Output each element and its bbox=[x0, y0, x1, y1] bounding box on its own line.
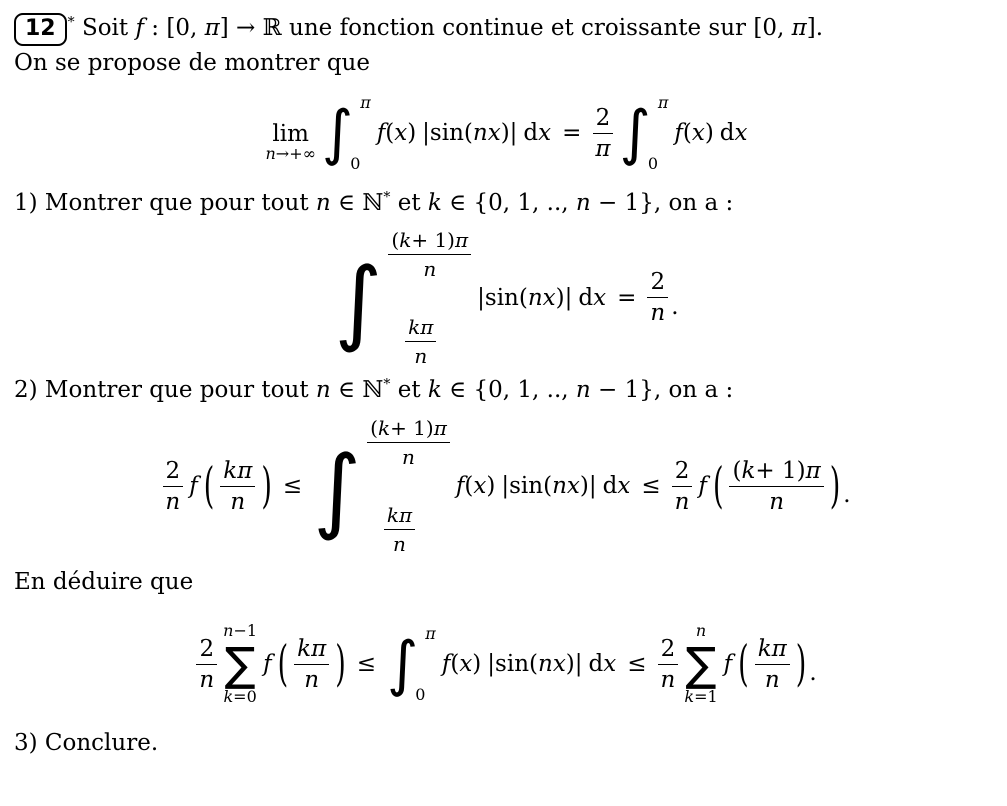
equals-zero: =0 bbox=[233, 686, 257, 706]
f-of-x bbox=[442, 651, 481, 677]
var-f: f bbox=[698, 473, 707, 500]
equals-sign: = bbox=[562, 120, 582, 147]
numerator-kpi: kπ bbox=[384, 503, 415, 530]
leq-sign: ≤ bbox=[282, 473, 303, 500]
var-n: n bbox=[315, 376, 331, 403]
paren-open: ( bbox=[682, 120, 692, 147]
question-2-line bbox=[14, 374, 999, 407]
sin-word: sin bbox=[484, 284, 519, 311]
paren-close: ) bbox=[407, 120, 417, 147]
paren-open: ( bbox=[450, 651, 460, 678]
equals-sign: = bbox=[617, 284, 637, 311]
in-symbol: ∈ bbox=[330, 190, 363, 217]
denominator-n: n bbox=[230, 488, 246, 515]
fraction-2-n bbox=[196, 636, 217, 693]
integral-sign: ∫ bbox=[313, 436, 362, 544]
interval-close: ] bbox=[219, 15, 229, 41]
lower-limit-fraction bbox=[349, 503, 450, 556]
denominator-n: n bbox=[402, 445, 415, 470]
integral-kpi-bounds bbox=[313, 416, 450, 556]
abs-bar: | bbox=[574, 651, 583, 678]
paren-close: ) bbox=[500, 120, 510, 147]
text-et: et bbox=[390, 376, 428, 403]
denominator-n: n bbox=[660, 666, 676, 693]
denominator-pi: π bbox=[595, 135, 611, 162]
big-paren-open: ( bbox=[712, 458, 724, 515]
numerator-k1pi bbox=[729, 458, 823, 487]
exercise-star: * bbox=[67, 14, 75, 31]
lower-limit-fraction bbox=[370, 315, 471, 368]
dx-term bbox=[578, 285, 606, 311]
var-pi: π bbox=[791, 15, 807, 41]
big-paren-open: ( bbox=[277, 636, 289, 693]
fraction-kpi-n bbox=[294, 636, 329, 693]
var-x: x bbox=[734, 120, 748, 147]
differential-d: d bbox=[602, 473, 618, 500]
big-paren-close: ) bbox=[261, 458, 272, 515]
big-paren-open: ( bbox=[738, 636, 749, 693]
text-deduire: En déduire que bbox=[14, 569, 194, 596]
var-x: x bbox=[394, 120, 408, 147]
var-x: x bbox=[473, 473, 487, 500]
var-pi: π bbox=[454, 227, 469, 252]
denominator-n: n bbox=[423, 256, 437, 281]
differential-d: d bbox=[578, 284, 594, 311]
denominator-n: n bbox=[769, 488, 785, 515]
sum-k0-to-n-1 bbox=[223, 620, 258, 706]
interval-open: [0, bbox=[753, 15, 792, 41]
integral-limits bbox=[351, 93, 371, 173]
numerator-kpi: kπ bbox=[294, 636, 329, 665]
var-k: k bbox=[684, 686, 695, 706]
var-k: k bbox=[427, 376, 442, 403]
var-f: f bbox=[455, 473, 465, 500]
deduire-line bbox=[14, 566, 999, 599]
var-k: k bbox=[377, 416, 391, 441]
var-nx: nx bbox=[552, 473, 580, 500]
formula-sums bbox=[14, 605, 999, 723]
sum-lower-limit bbox=[223, 686, 257, 706]
integral-fraction-limits bbox=[378, 228, 471, 368]
numerator-2: 2 bbox=[658, 636, 679, 665]
lower-limit-0: 0 bbox=[647, 154, 658, 174]
fraction-2-n bbox=[672, 458, 693, 515]
sum-k1-to-n bbox=[684, 620, 718, 706]
denominator-n: n bbox=[674, 488, 690, 515]
var-pi: π bbox=[805, 457, 821, 484]
var-k: k bbox=[399, 227, 412, 252]
var-f: f bbox=[376, 120, 386, 147]
period: . bbox=[671, 293, 679, 320]
in-symbol: ∈ bbox=[441, 376, 474, 403]
plus-one: + 1) bbox=[755, 457, 806, 484]
f-of-x bbox=[674, 120, 713, 146]
text-q2: 2) Montrer que pour tout bbox=[14, 376, 316, 403]
abs-sin-nx bbox=[477, 285, 572, 311]
minus-one: −1 bbox=[233, 620, 258, 640]
numerator-2: 2 bbox=[647, 269, 668, 298]
numerator-kpi: kπ bbox=[405, 315, 436, 342]
denominator-n: n bbox=[393, 532, 406, 557]
paren-open: ( bbox=[385, 120, 395, 147]
upper-limit-fraction bbox=[388, 228, 471, 281]
numerator-2: 2 bbox=[593, 105, 614, 134]
paren-open: ( bbox=[543, 473, 553, 500]
lim-subscript bbox=[265, 144, 315, 163]
var-f: f bbox=[441, 651, 451, 678]
sin-word: sin bbox=[509, 473, 544, 500]
var-k: k bbox=[741, 457, 756, 484]
numerator-kpi: kπ bbox=[755, 636, 790, 665]
var-n: n bbox=[695, 620, 707, 640]
in-symbol: ∈ bbox=[330, 376, 363, 403]
var-f: f bbox=[263, 651, 272, 678]
paren-close: ) bbox=[486, 473, 496, 500]
limit-operator bbox=[265, 121, 315, 163]
integral-limits bbox=[649, 93, 669, 173]
var-pi: π bbox=[204, 15, 220, 41]
dx-term bbox=[720, 120, 748, 146]
plus-one: + 1) bbox=[411, 227, 455, 252]
question-3-line bbox=[14, 727, 999, 760]
fraction-k1pi-n bbox=[729, 458, 823, 515]
exercise-number-box: 12 bbox=[14, 13, 67, 46]
paren-close: ) bbox=[704, 120, 714, 147]
f-of-x bbox=[456, 473, 495, 499]
var-k: k bbox=[223, 686, 234, 706]
paren-open: ( bbox=[529, 651, 538, 678]
differential-d: d bbox=[523, 120, 539, 147]
text-et: et bbox=[390, 190, 428, 217]
formula-encadrement bbox=[14, 410, 999, 562]
upper-limit-pi: π bbox=[657, 93, 669, 113]
fraction-2-n bbox=[658, 636, 679, 693]
period: . bbox=[809, 660, 817, 687]
var-f: f bbox=[189, 473, 198, 500]
differential-d: d bbox=[719, 120, 735, 147]
denominator-n: n bbox=[165, 488, 181, 515]
sin-word: sin bbox=[495, 651, 530, 678]
to-infinity: →+∞ bbox=[275, 144, 316, 164]
fraction-kpi-n bbox=[755, 636, 790, 693]
in-symbol: ∈ bbox=[441, 190, 474, 217]
var-f: f bbox=[674, 120, 683, 147]
var-pi: π bbox=[433, 416, 447, 441]
fraction-kpi-n bbox=[220, 458, 255, 515]
integral-sign: ∫ bbox=[619, 98, 651, 169]
sum-sign: ∑ bbox=[224, 636, 256, 691]
set-close: − 1} bbox=[590, 190, 654, 217]
big-paren-close: ) bbox=[829, 458, 841, 515]
var-f: f bbox=[723, 651, 733, 678]
colon: : bbox=[143, 15, 167, 41]
paren-open: ( bbox=[464, 473, 474, 500]
naturals-symbol: ℕ bbox=[362, 190, 384, 217]
set-open: {0, 1, .., bbox=[473, 376, 576, 403]
var-n: n bbox=[223, 620, 234, 640]
leq-sign: ≤ bbox=[356, 651, 377, 678]
text-conclure: 3) Conclure. bbox=[14, 730, 159, 757]
lower-limit-0: 0 bbox=[415, 685, 426, 705]
reals-symbol: ℝ bbox=[262, 15, 282, 41]
set-open: {0, 1, .., bbox=[473, 190, 576, 217]
abs-bar: | bbox=[487, 651, 496, 678]
dx-term bbox=[589, 651, 617, 677]
naturals-star: * bbox=[383, 376, 391, 393]
formula-subinterval bbox=[14, 226, 999, 370]
paren-open: ( bbox=[463, 120, 473, 147]
sum-lower-limit bbox=[684, 686, 718, 706]
arrow-symbol: → bbox=[228, 15, 263, 41]
text-q1: 1) Montrer que pour tout bbox=[14, 190, 316, 217]
interval-close-dot: ]. bbox=[806, 15, 824, 41]
integral-kpi-bounds bbox=[334, 228, 471, 368]
text-soit-word: Soit bbox=[81, 15, 136, 41]
big-paren-close: ) bbox=[335, 636, 346, 693]
lim-word: lim bbox=[272, 121, 309, 148]
abs-bar: | bbox=[509, 120, 518, 147]
fraction-2-pi bbox=[592, 105, 613, 162]
upper-limit-fraction bbox=[367, 416, 450, 469]
var-n: n bbox=[315, 190, 331, 217]
var-n: n bbox=[575, 376, 591, 403]
upper-limit-pi: π bbox=[360, 93, 371, 113]
var-n: n bbox=[575, 190, 591, 217]
abs-sin-nx bbox=[422, 120, 517, 146]
denominator-n: n bbox=[650, 300, 666, 327]
denominator-n: n bbox=[304, 666, 320, 693]
paren-open: ( bbox=[370, 416, 378, 441]
integral-0-pi bbox=[620, 93, 669, 173]
var-f: f bbox=[135, 15, 144, 41]
formula-limit bbox=[14, 85, 999, 181]
integral-fraction-limits bbox=[357, 416, 450, 556]
denominator-n: n bbox=[764, 666, 780, 693]
fraction-2-n bbox=[162, 458, 183, 515]
f-of-x bbox=[377, 120, 416, 146]
abs-bar: | bbox=[564, 284, 573, 311]
text-propose: On se propose de montrer que bbox=[14, 49, 370, 76]
upper-limit-pi: π bbox=[425, 624, 436, 644]
paren-close: ) bbox=[472, 651, 482, 678]
numerator-k1pi bbox=[388, 228, 471, 255]
var-nx: nx bbox=[527, 284, 556, 311]
abs-bar: | bbox=[501, 473, 510, 500]
abs-sin-nx bbox=[487, 651, 582, 677]
question-1-line bbox=[14, 187, 999, 220]
var-x: x bbox=[691, 120, 705, 147]
text-on-a: , on a : bbox=[653, 190, 734, 217]
plus-one: + 1) bbox=[390, 416, 434, 441]
integral-sign: ∫ bbox=[321, 98, 354, 169]
abs-bar: | bbox=[477, 284, 485, 311]
paren-open: ( bbox=[732, 457, 742, 484]
text-on-a: , on a : bbox=[653, 376, 734, 403]
var-k: k bbox=[427, 190, 442, 217]
fraction-2-n bbox=[647, 269, 668, 326]
text-intro-mid: une fonction continue et croissante sur bbox=[281, 15, 754, 41]
paren-close: ) bbox=[579, 473, 589, 500]
var-x: x bbox=[538, 120, 552, 147]
big-paren-close: ) bbox=[795, 636, 807, 693]
leq-sign: ≤ bbox=[627, 651, 647, 678]
var-nx: nx bbox=[538, 651, 566, 678]
paren-open: ( bbox=[518, 284, 528, 311]
text-soit bbox=[75, 15, 82, 41]
paren-close: ) bbox=[565, 651, 575, 678]
propose-line bbox=[14, 47, 999, 80]
var-n: n bbox=[265, 144, 276, 164]
paren-open: ( bbox=[391, 227, 400, 252]
numerator-k1pi bbox=[367, 416, 450, 443]
numerator-2: 2 bbox=[163, 458, 184, 487]
interval-open: [0, bbox=[166, 15, 205, 41]
naturals-symbol: ℕ bbox=[362, 376, 384, 403]
integral-limits bbox=[416, 624, 436, 704]
dx-term bbox=[523, 120, 551, 146]
set-close: − 1} bbox=[590, 376, 654, 403]
integral-sign: ∫ bbox=[387, 629, 419, 700]
dx-term bbox=[603, 473, 631, 499]
leq-sign: ≤ bbox=[641, 473, 661, 500]
big-paren-open: ( bbox=[203, 458, 215, 515]
var-x: x bbox=[603, 651, 617, 678]
paren-close: ) bbox=[555, 284, 565, 311]
var-x: x bbox=[459, 651, 473, 678]
lower-limit-0: 0 bbox=[350, 154, 361, 174]
denominator-n: n bbox=[199, 666, 215, 693]
naturals-star: * bbox=[383, 189, 391, 206]
numerator-2: 2 bbox=[196, 636, 217, 665]
denominator-n: n bbox=[414, 343, 428, 368]
sum-sign: ∑ bbox=[685, 636, 717, 691]
var-x: x bbox=[617, 473, 631, 500]
period: . bbox=[843, 482, 851, 509]
numerator-2: 2 bbox=[672, 458, 693, 487]
var-x: x bbox=[593, 284, 607, 311]
integral-0-pi bbox=[387, 624, 436, 704]
abs-sin-nx bbox=[501, 473, 596, 499]
integral-0-pi bbox=[322, 93, 371, 173]
var-nx: nx bbox=[472, 120, 501, 147]
sin-word: sin bbox=[429, 120, 464, 147]
abs-bar: | bbox=[422, 120, 430, 147]
differential-d: d bbox=[588, 651, 604, 678]
intro-line bbox=[14, 12, 999, 46]
numerator-kpi: kπ bbox=[220, 458, 255, 487]
integral-sign: ∫ bbox=[334, 247, 383, 355]
abs-bar: | bbox=[588, 473, 597, 500]
equals-one: =1 bbox=[694, 686, 718, 706]
